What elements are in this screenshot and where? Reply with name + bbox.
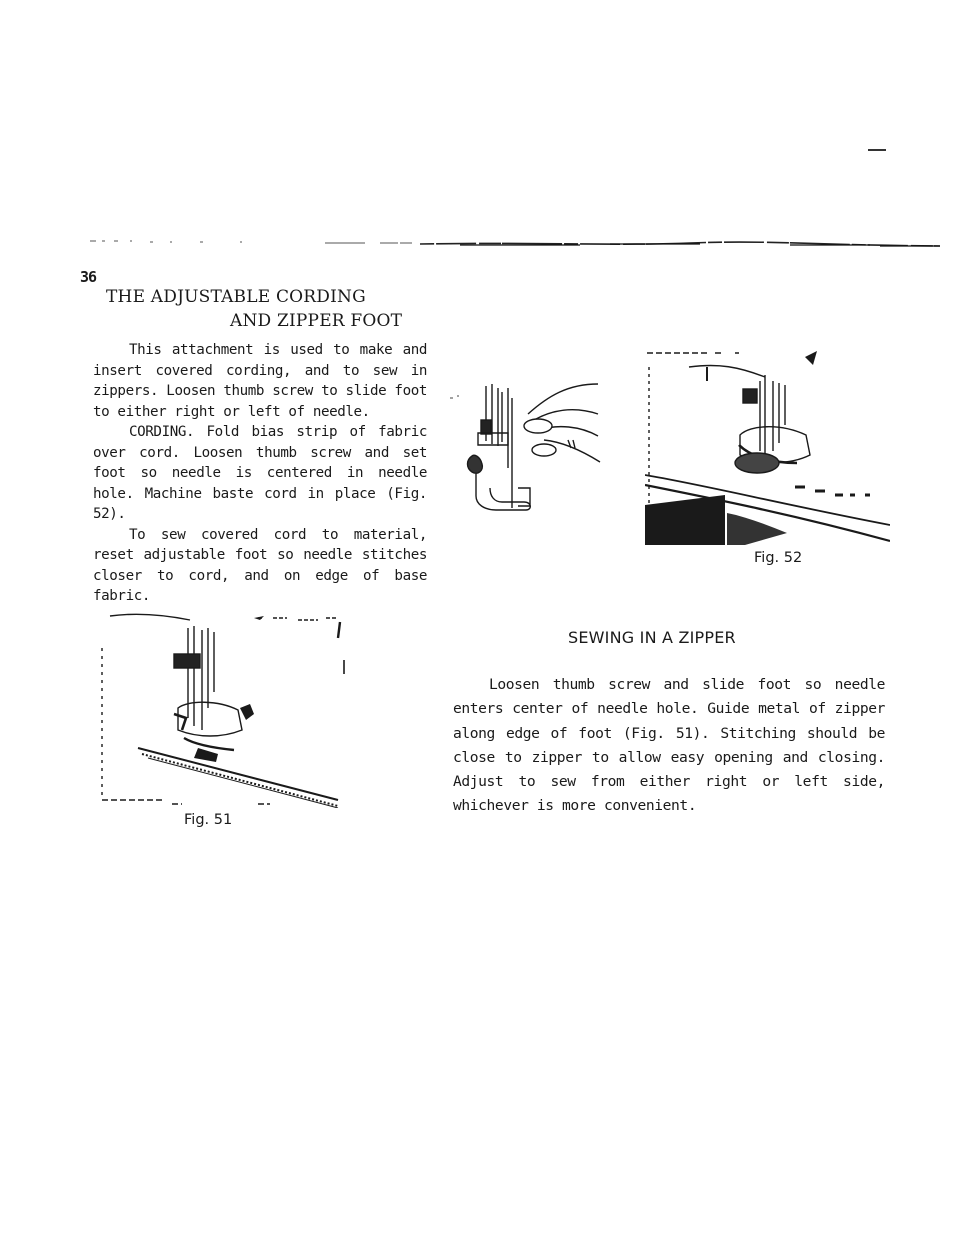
page-number: 36 (80, 268, 97, 286)
cording-paragraph: CORDING. Fold bias strip of fabric over cord. Loosen thumb screw and set foot so needle is centered in needle hole. Machine baste cord in place (Fig. 52). (93, 424, 427, 522)
section-heading-line1: THE ADJUSTABLE CORDING (106, 287, 366, 307)
intro-text (93, 340, 427, 607)
section-heading-line2: AND ZIPPER FOOT (230, 311, 403, 331)
hand-adjusting-foot-illustration (448, 378, 608, 520)
fig-51-zipper-illustration (98, 608, 348, 808)
zipper-section-heading: SEWING IN A ZIPPER (568, 628, 736, 647)
covered-cord-paragraph: To sew covered cord to material, reset adjustable foot so needle stitches closer to cord, and on edge of base fabric. (93, 526, 427, 604)
intro-paragraph: This attachment is used to make and insert covered cording, and to sew in zippers. Loosen thumb screw to slide foot to either right or left of needle. (93, 342, 427, 420)
scan-mark (868, 149, 886, 151)
section-heading (106, 285, 436, 333)
fig-52-caption: Fig. 52 (754, 550, 803, 566)
fig-51-caption: Fig. 51 (184, 812, 233, 828)
scan-rule-line (90, 238, 940, 250)
zipper-text (453, 673, 885, 819)
fig-52-cording-illustration (645, 345, 890, 545)
zipper-paragraph: Loosen thumb screw and slide foot so needle enters center of needle hole. Guide metal of zipper along edge of foot (Fig. 51). Stitching should be close to zipper to allow easy opening and closing. Adjust to sew from either right or left side, whichever is more convenient. (453, 676, 885, 815)
